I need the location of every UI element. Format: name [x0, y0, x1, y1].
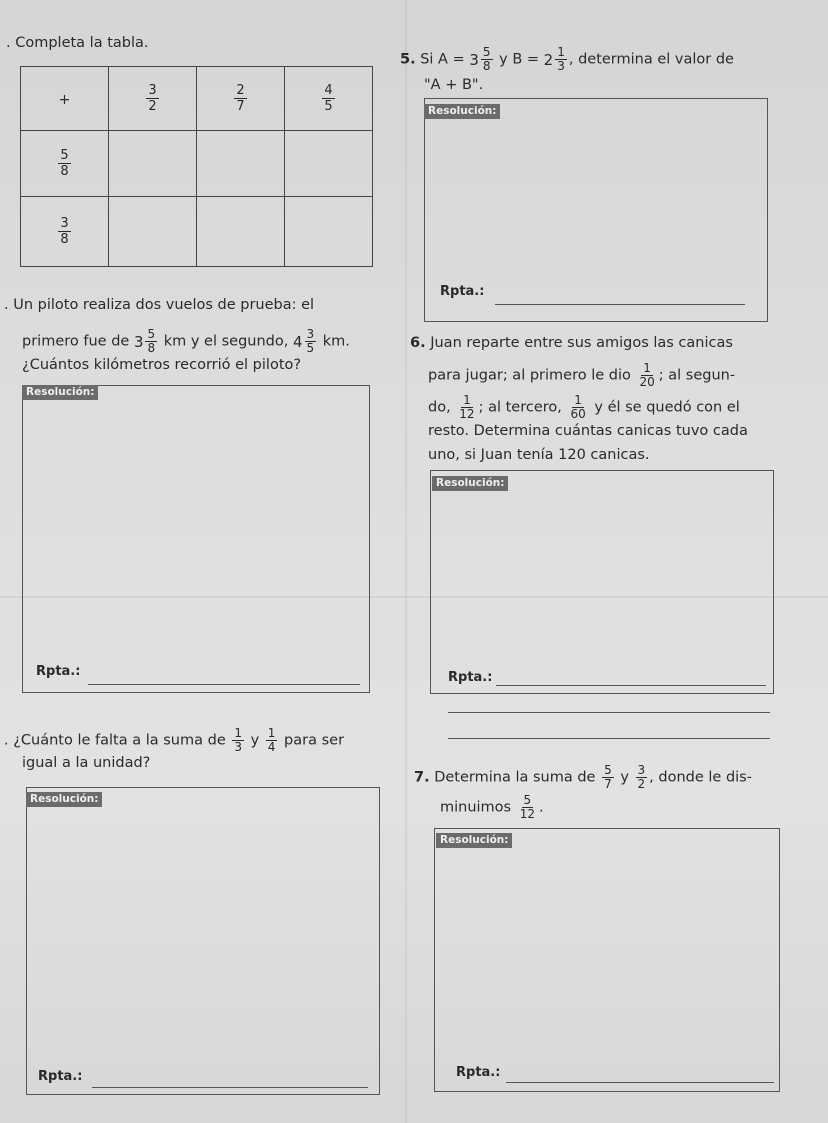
q1-resolution-box[interactable] [22, 385, 370, 693]
q6-resolution-box[interactable] [430, 470, 774, 694]
q2-rpta-label: Rpta.: [38, 1069, 83, 1084]
table-answer-cell[interactable] [285, 131, 373, 197]
q6-resolution-tag: Resolución: [432, 476, 508, 491]
q6-line1: 6. Juan reparte entre sus amigos las canicas [410, 335, 733, 351]
q1-resolution-tag: Resolución: [22, 385, 98, 400]
fold-crease-vertical [405, 0, 407, 1123]
q1-line1: . Un piloto realiza dos vuelos de prueba: el [4, 297, 315, 313]
q1-line2: primero fue de 3 $\frac{5}{8}$ km y el segundo, 4 $\frac{3}{5}$ km. [22, 327, 350, 355]
table-answer-cell[interactable] [285, 197, 373, 267]
q6-answer-line-3[interactable] [448, 738, 770, 739]
q4-title: . Completa la tabla. [6, 35, 149, 51]
q7-rpta-label: Rpta.: [456, 1065, 501, 1080]
q2-answer-line[interactable] [92, 1087, 368, 1088]
q5-line1: 5. Si A = 3 $\frac{5}{8}$ y B = 2 $\frac{1}{3}$ , determina el valor de [400, 45, 734, 73]
q2-resolution-box[interactable] [26, 787, 380, 1095]
q7-line2: minuimos $\frac{5}{12}$ . [440, 793, 544, 821]
table-header-cell: $\frac{4}{5}$ [285, 67, 373, 131]
table-answer-cell[interactable] [109, 131, 197, 197]
q6-rpta-label: Rpta.: [448, 670, 493, 685]
table-answer-cell[interactable] [109, 197, 197, 267]
table-row-header: $\frac{3}{8}$ [21, 197, 109, 267]
q6-line3: do, $\frac{1}{12}$ ; al tercero, $\frac{1}{60}$ y él se quedó con el [428, 393, 740, 421]
q2-resolution-tag: Resolución: [26, 792, 102, 807]
q1-answer-line[interactable] [88, 684, 360, 685]
q5-resolution-tag: Resolución: [424, 104, 500, 119]
q5-answer-line[interactable] [495, 304, 745, 305]
table-header-cell: $\frac{3}{2}$ [109, 67, 197, 131]
q1-rpta-label: Rpta.: [36, 664, 81, 679]
q6-line5: uno, si Juan tenía 120 canicas. [428, 447, 650, 463]
table-answer-cell[interactable] [197, 131, 285, 197]
q2-line1: . ¿Cuánto le falta a la suma de $\frac{1}{3}$ y $\frac{1}{4}$ para ser [4, 726, 345, 754]
q7-answer-line[interactable] [506, 1082, 774, 1083]
q7-line1: 7. Determina la suma de $\frac{5}{7}$ y $\frac{3}{2}$ , donde le dis- [414, 763, 752, 791]
q6-line4: resto. Determina cuántas canicas tuvo cada [428, 423, 748, 439]
table-answer-cell[interactable] [197, 197, 285, 267]
sum-table [20, 66, 373, 267]
q5-rpta-label: Rpta.: [440, 284, 485, 299]
table-op-cell: + [21, 67, 109, 131]
q7-resolution-tag: Resolución: [436, 833, 512, 848]
q6-answer-line-1[interactable] [496, 685, 766, 686]
q6-line2: para jugar; al primero le dio $\frac{1}{20}$ ; al segun- [428, 361, 736, 389]
q2-line2: igual a la unidad? [22, 755, 151, 771]
q6-answer-line-2[interactable] [448, 712, 770, 713]
table-header-cell: $\frac{2}{7}$ [197, 67, 285, 131]
q5-line2: "A + B". [424, 77, 484, 93]
q1-line3: ¿Cuántos kilómetros recorrió el piloto? [22, 357, 302, 373]
q7-resolution-box[interactable] [434, 828, 780, 1092]
table-row-header: $\frac{5}{8}$ [21, 131, 109, 197]
